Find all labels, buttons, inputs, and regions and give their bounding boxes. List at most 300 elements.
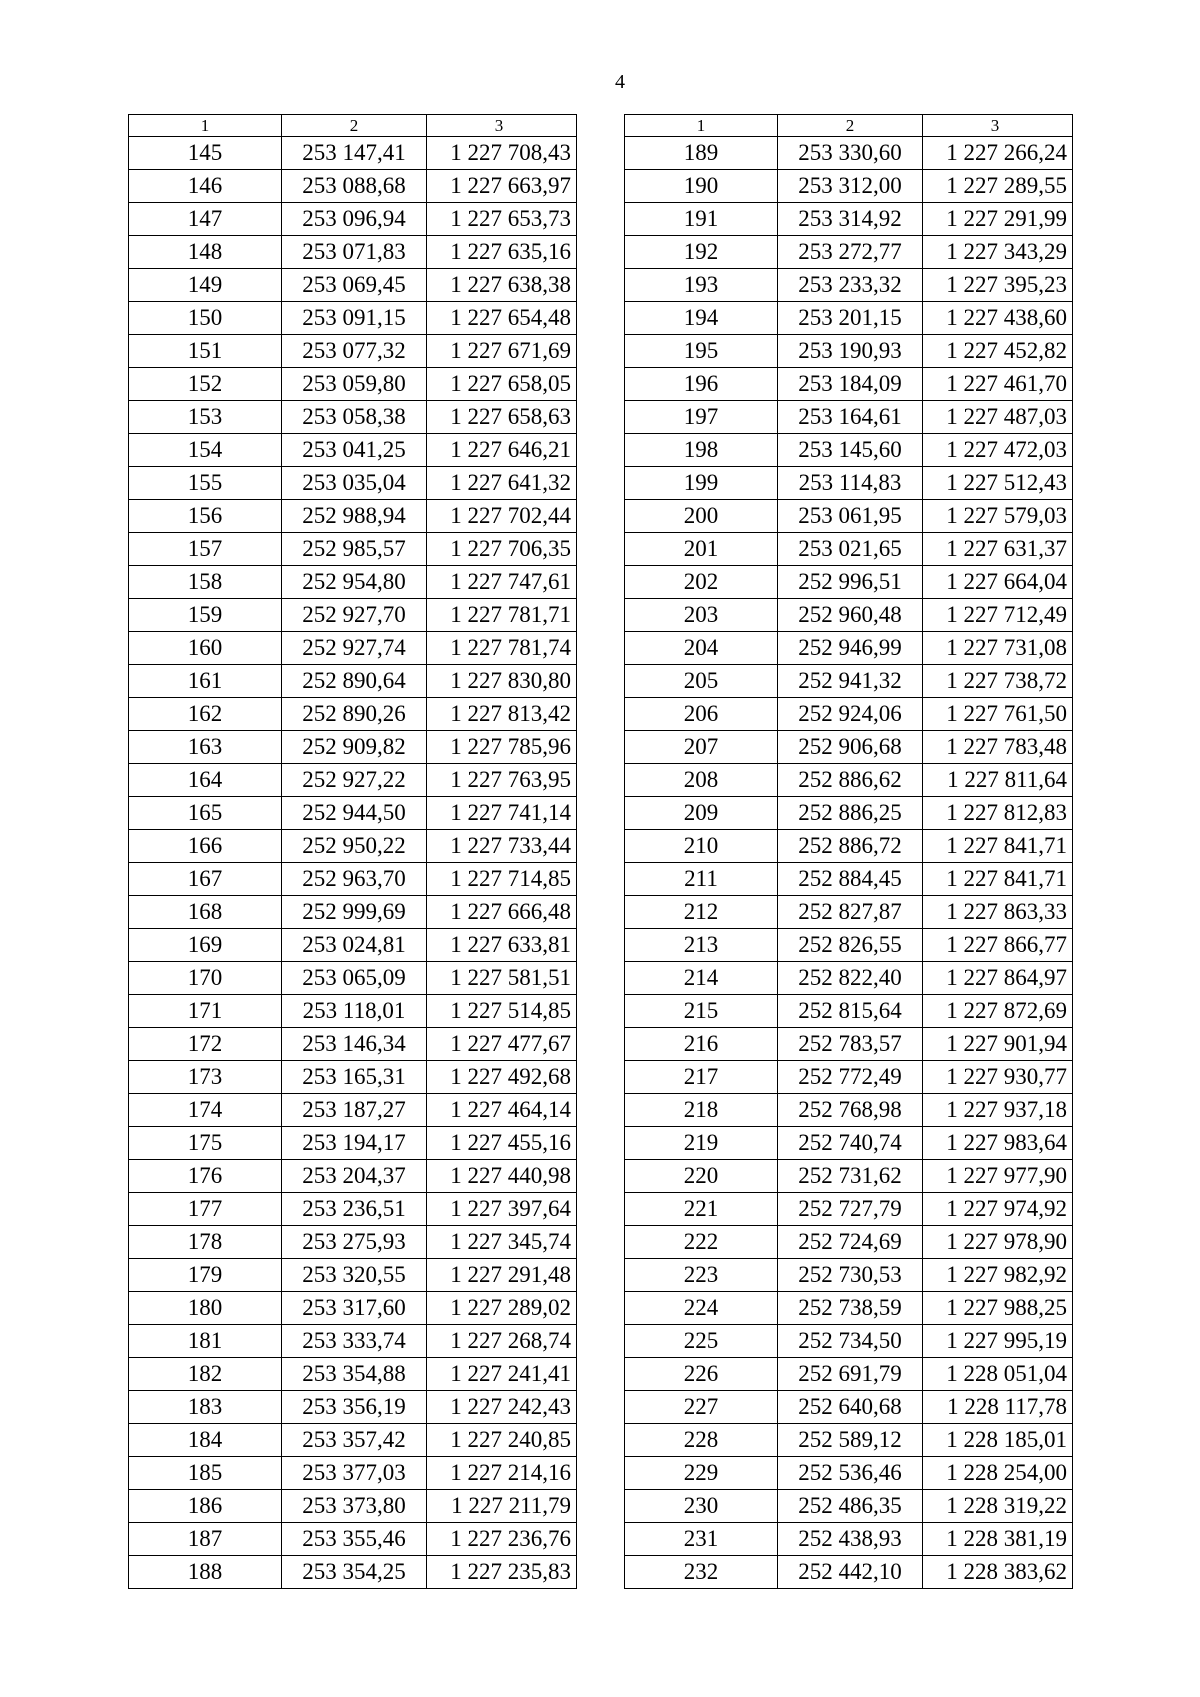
table-row [129,467,577,500]
y-coordinate-cell: 1 227 214,16 [427,1457,577,1490]
point-number-cell: 202 [625,566,778,599]
y-coordinate-cell: 1 227 395,23 [923,269,1073,302]
x-coordinate-cell: 253 065,09 [282,962,427,995]
x-coordinate-cell: 252 734,50 [778,1325,923,1358]
point-number-cell: 167 [129,863,282,896]
y-coordinate-cell: 1 227 663,97 [427,170,577,203]
y-coordinate-cell: 1 227 812,83 [923,797,1073,830]
y-coordinate-cell: 1 227 487,03 [923,401,1073,434]
y-coordinate-cell: 1 227 635,16 [427,236,577,269]
y-coordinate-cell: 1 227 708,43 [427,137,577,170]
table-row [129,302,577,335]
y-coordinate-cell: 1 227 641,32 [427,467,577,500]
table-row [129,1490,577,1523]
table-row [625,467,1073,500]
table-row [625,830,1073,863]
table-row [129,731,577,764]
y-coordinate-cell: 1 227 452,82 [923,335,1073,368]
table-row [625,1226,1073,1259]
y-coordinate-cell: 1 227 242,43 [427,1391,577,1424]
x-coordinate-cell: 252 927,74 [282,632,427,665]
table-row [129,566,577,599]
point-number-cell: 221 [625,1193,778,1226]
y-coordinate-cell: 1 227 988,25 [923,1292,1073,1325]
y-coordinate-cell: 1 227 706,35 [427,533,577,566]
table-row [129,1292,577,1325]
table-row [625,500,1073,533]
y-coordinate-cell: 1 227 633,81 [427,929,577,962]
x-coordinate-cell: 252 740,74 [778,1127,923,1160]
x-coordinate-cell: 252 941,32 [778,665,923,698]
y-coordinate-cell: 1 227 289,02 [427,1292,577,1325]
x-coordinate-cell: 253 147,41 [282,137,427,170]
y-coordinate-cell: 1 227 581,51 [427,962,577,995]
x-coordinate-cell: 252 589,12 [778,1424,923,1457]
point-number-cell: 174 [129,1094,282,1127]
x-coordinate-cell: 253 317,60 [282,1292,427,1325]
point-number-cell: 145 [129,137,282,170]
point-number-cell: 185 [129,1457,282,1490]
table-row [129,632,577,665]
table-row [129,797,577,830]
point-number-cell: 203 [625,599,778,632]
y-coordinate-cell: 1 227 714,85 [427,863,577,896]
y-coordinate-cell: 1 227 738,72 [923,665,1073,698]
table-row [129,830,577,863]
table-row [625,170,1073,203]
table-row [625,533,1073,566]
x-coordinate-cell: 252 826,55 [778,929,923,962]
x-coordinate-cell: 252 486,35 [778,1490,923,1523]
point-number-cell: 154 [129,434,282,467]
y-coordinate-cell: 1 227 653,73 [427,203,577,236]
point-number-cell: 168 [129,896,282,929]
table-row [625,731,1073,764]
x-coordinate-cell: 253 058,38 [282,401,427,434]
x-coordinate-cell: 252 536,46 [778,1457,923,1490]
y-coordinate-cell: 1 228 185,01 [923,1424,1073,1457]
point-number-cell: 182 [129,1358,282,1391]
y-coordinate-cell: 1 227 477,67 [427,1028,577,1061]
x-coordinate-cell: 253 314,92 [778,203,923,236]
point-number-cell: 176 [129,1160,282,1193]
y-coordinate-cell: 1 227 702,44 [427,500,577,533]
x-coordinate-cell: 253 096,94 [282,203,427,236]
x-coordinate-cell: 252 724,69 [778,1226,923,1259]
table-row [129,929,577,962]
coordinates-table-right-body [625,115,1073,1589]
point-number-cell: 155 [129,467,282,500]
x-coordinate-cell: 253 165,31 [282,1061,427,1094]
y-coordinate-cell: 1 228 383,62 [923,1556,1073,1589]
table-row [129,962,577,995]
point-number-cell: 194 [625,302,778,335]
point-number-cell: 156 [129,500,282,533]
table-row [129,1193,577,1226]
y-coordinate-cell: 1 227 731,08 [923,632,1073,665]
point-number-cell: 205 [625,665,778,698]
x-coordinate-cell: 253 091,15 [282,302,427,335]
point-number-cell: 204 [625,632,778,665]
x-coordinate-cell: 252 890,26 [282,698,427,731]
table-row [129,170,577,203]
table-row [129,1457,577,1490]
table-row [129,698,577,731]
table-row [625,1424,1073,1457]
x-coordinate-cell: 252 954,80 [282,566,427,599]
table-row [625,566,1073,599]
column-header-point: 1 [625,115,778,137]
x-coordinate-cell: 252 772,49 [778,1061,923,1094]
x-coordinate-cell: 252 884,45 [778,863,923,896]
y-coordinate-cell: 1 227 763,95 [427,764,577,797]
x-coordinate-cell: 252 886,62 [778,764,923,797]
table-row [129,1523,577,1556]
table-row [625,1259,1073,1292]
point-number-cell: 149 [129,269,282,302]
table-row [625,929,1073,962]
point-number-cell: 231 [625,1523,778,1556]
x-coordinate-cell: 253 190,93 [778,335,923,368]
x-coordinate-cell: 253 187,27 [282,1094,427,1127]
x-coordinate-cell: 252 438,93 [778,1523,923,1556]
table-row [625,1028,1073,1061]
point-number-cell: 172 [129,1028,282,1061]
table-row [625,665,1073,698]
table-row [129,1160,577,1193]
y-coordinate-cell: 1 227 785,96 [427,731,577,764]
x-coordinate-cell: 253 201,15 [778,302,923,335]
point-number-cell: 195 [625,335,778,368]
y-coordinate-cell: 1 227 995,19 [923,1325,1073,1358]
table-row [625,1292,1073,1325]
x-coordinate-cell: 253 114,83 [778,467,923,500]
table-row [129,401,577,434]
point-number-cell: 190 [625,170,778,203]
y-coordinate-cell: 1 227 658,63 [427,401,577,434]
x-coordinate-cell: 253 312,00 [778,170,923,203]
table-row [625,1160,1073,1193]
x-coordinate-cell: 253 145,60 [778,434,923,467]
x-coordinate-cell: 252 960,48 [778,599,923,632]
y-coordinate-cell: 1 227 937,18 [923,1094,1073,1127]
point-number-cell: 171 [129,995,282,1028]
point-number-cell: 217 [625,1061,778,1094]
y-coordinate-cell: 1 227 733,44 [427,830,577,863]
table-header-row [129,115,577,137]
table-row [625,1556,1073,1589]
y-coordinate-cell: 1 227 983,64 [923,1127,1073,1160]
y-coordinate-cell: 1 227 666,48 [427,896,577,929]
table-row [129,1061,577,1094]
point-number-cell: 232 [625,1556,778,1589]
y-coordinate-cell: 1 227 343,29 [923,236,1073,269]
point-number-cell: 166 [129,830,282,863]
x-coordinate-cell: 252 946,99 [778,632,923,665]
y-coordinate-cell: 1 227 631,37 [923,533,1073,566]
table-row [625,1127,1073,1160]
y-coordinate-cell: 1 227 461,70 [923,368,1073,401]
point-number-cell: 214 [625,962,778,995]
coordinates-table-right [624,114,1073,1589]
x-coordinate-cell: 252 963,70 [282,863,427,896]
point-number-cell: 220 [625,1160,778,1193]
table-row [625,698,1073,731]
x-coordinate-cell: 253 354,88 [282,1358,427,1391]
column-header-y: 3 [923,115,1073,137]
y-coordinate-cell: 1 228 319,22 [923,1490,1073,1523]
x-coordinate-cell: 253 184,09 [778,368,923,401]
point-number-cell: 199 [625,467,778,500]
point-number-cell: 188 [129,1556,282,1589]
table-row [625,137,1073,170]
table-row [129,863,577,896]
x-coordinate-cell: 253 320,55 [282,1259,427,1292]
coordinates-table-left-body [129,115,577,1589]
x-coordinate-cell: 253 272,77 [778,236,923,269]
table-row [129,1226,577,1259]
x-coordinate-cell: 252 886,72 [778,830,923,863]
column-header-x: 2 [778,115,923,137]
table-row [625,1490,1073,1523]
y-coordinate-cell: 1 227 901,94 [923,1028,1073,1061]
y-coordinate-cell: 1 227 397,64 [427,1193,577,1226]
point-number-cell: 206 [625,698,778,731]
point-number-cell: 213 [625,929,778,962]
x-coordinate-cell: 253 164,61 [778,401,923,434]
table-row [129,236,577,269]
coordinates-table-left [128,114,577,1589]
y-coordinate-cell: 1 227 291,99 [923,203,1073,236]
x-coordinate-cell: 252 999,69 [282,896,427,929]
x-coordinate-cell: 253 077,32 [282,335,427,368]
y-coordinate-cell: 1 227 236,76 [427,1523,577,1556]
y-coordinate-cell: 1 227 211,79 [427,1490,577,1523]
y-coordinate-cell: 1 227 638,38 [427,269,577,302]
table-row [625,1457,1073,1490]
point-number-cell: 147 [129,203,282,236]
point-number-cell: 151 [129,335,282,368]
x-coordinate-cell: 253 233,32 [778,269,923,302]
x-coordinate-cell: 253 146,34 [282,1028,427,1061]
y-coordinate-cell: 1 228 254,00 [923,1457,1073,1490]
table-row [625,368,1073,401]
point-number-cell: 161 [129,665,282,698]
point-number-cell: 162 [129,698,282,731]
table-row [625,1094,1073,1127]
x-coordinate-cell: 252 909,82 [282,731,427,764]
x-coordinate-cell: 253 118,01 [282,995,427,1028]
point-number-cell: 212 [625,896,778,929]
point-number-cell: 180 [129,1292,282,1325]
y-coordinate-cell: 1 228 381,19 [923,1523,1073,1556]
point-number-cell: 228 [625,1424,778,1457]
x-coordinate-cell: 253 194,17 [282,1127,427,1160]
y-coordinate-cell: 1 227 747,61 [427,566,577,599]
y-coordinate-cell: 1 227 514,85 [427,995,577,1028]
x-coordinate-cell: 253 061,95 [778,500,923,533]
table-row [625,1193,1073,1226]
point-number-cell: 191 [625,203,778,236]
column-header-y: 3 [427,115,577,137]
y-coordinate-cell: 1 227 268,74 [427,1325,577,1358]
x-coordinate-cell: 253 357,42 [282,1424,427,1457]
y-coordinate-cell: 1 227 291,48 [427,1259,577,1292]
point-number-cell: 201 [625,533,778,566]
point-number-cell: 153 [129,401,282,434]
table-row [129,1028,577,1061]
point-number-cell: 152 [129,368,282,401]
point-number-cell: 216 [625,1028,778,1061]
point-number-cell: 146 [129,170,282,203]
x-coordinate-cell: 252 768,98 [778,1094,923,1127]
x-coordinate-cell: 252 738,59 [778,1292,923,1325]
table-row [129,995,577,1028]
x-coordinate-cell: 252 985,57 [282,533,427,566]
x-coordinate-cell: 253 204,37 [282,1160,427,1193]
x-coordinate-cell: 252 640,68 [778,1391,923,1424]
x-coordinate-cell: 253 333,74 [282,1325,427,1358]
point-number-cell: 223 [625,1259,778,1292]
x-coordinate-cell: 252 950,22 [282,830,427,863]
point-number-cell: 159 [129,599,282,632]
x-coordinate-cell: 252 988,94 [282,500,427,533]
point-number-cell: 158 [129,566,282,599]
table-row [625,863,1073,896]
x-coordinate-cell: 253 024,81 [282,929,427,962]
y-coordinate-cell: 1 227 492,68 [427,1061,577,1094]
x-coordinate-cell: 253 377,03 [282,1457,427,1490]
table-row [129,764,577,797]
y-coordinate-cell: 1 227 240,85 [427,1424,577,1457]
y-coordinate-cell: 1 227 455,16 [427,1127,577,1160]
table-row [625,896,1073,929]
y-coordinate-cell: 1 227 982,92 [923,1259,1073,1292]
table-row [625,1523,1073,1556]
point-number-cell: 197 [625,401,778,434]
table-row [625,599,1073,632]
point-number-cell: 198 [625,434,778,467]
table-row [129,137,577,170]
table-row [129,368,577,401]
point-number-cell: 183 [129,1391,282,1424]
table-row [625,1391,1073,1424]
x-coordinate-cell: 253 236,51 [282,1193,427,1226]
x-coordinate-cell: 253 021,65 [778,533,923,566]
x-coordinate-cell: 253 041,25 [282,434,427,467]
table-row [625,302,1073,335]
x-coordinate-cell: 253 373,80 [282,1490,427,1523]
x-coordinate-cell: 252 815,64 [778,995,923,1028]
y-coordinate-cell: 1 227 841,71 [923,863,1073,896]
table-row [129,599,577,632]
x-coordinate-cell: 252 691,79 [778,1358,923,1391]
y-coordinate-cell: 1 227 978,90 [923,1226,1073,1259]
y-coordinate-cell: 1 227 464,14 [427,1094,577,1127]
point-number-cell: 200 [625,500,778,533]
y-coordinate-cell: 1 227 654,48 [427,302,577,335]
x-coordinate-cell: 253 356,19 [282,1391,427,1424]
table-row [625,764,1073,797]
y-coordinate-cell: 1 227 235,83 [427,1556,577,1589]
table-row [129,1094,577,1127]
table-row [625,1358,1073,1391]
point-number-cell: 211 [625,863,778,896]
y-coordinate-cell: 1 227 872,69 [923,995,1073,1028]
table-row [129,1556,577,1589]
x-coordinate-cell: 252 906,68 [778,731,923,764]
point-number-cell: 164 [129,764,282,797]
x-coordinate-cell: 252 944,50 [282,797,427,830]
y-coordinate-cell: 1 227 830,80 [427,665,577,698]
y-coordinate-cell: 1 227 512,43 [923,467,1073,500]
x-coordinate-cell: 253 069,45 [282,269,427,302]
point-number-cell: 222 [625,1226,778,1259]
point-number-cell: 192 [625,236,778,269]
x-coordinate-cell: 252 890,64 [282,665,427,698]
point-number-cell: 210 [625,830,778,863]
y-coordinate-cell: 1 227 813,42 [427,698,577,731]
x-coordinate-cell: 253 275,93 [282,1226,427,1259]
table-row [129,1424,577,1457]
point-number-cell: 227 [625,1391,778,1424]
point-number-cell: 225 [625,1325,778,1358]
table-row [625,1061,1073,1094]
point-number-cell: 187 [129,1523,282,1556]
point-number-cell: 160 [129,632,282,665]
point-number-cell: 186 [129,1490,282,1523]
y-coordinate-cell: 1 227 579,03 [923,500,1073,533]
table-row [625,995,1073,1028]
point-number-cell: 230 [625,1490,778,1523]
table-row [625,1325,1073,1358]
point-number-cell: 207 [625,731,778,764]
x-coordinate-cell: 252 927,70 [282,599,427,632]
x-coordinate-cell: 252 730,53 [778,1259,923,1292]
x-coordinate-cell: 252 886,25 [778,797,923,830]
point-number-cell: 224 [625,1292,778,1325]
point-number-cell: 181 [129,1325,282,1358]
y-coordinate-cell: 1 227 781,74 [427,632,577,665]
y-coordinate-cell: 1 227 761,50 [923,698,1073,731]
point-number-cell: 218 [625,1094,778,1127]
table-row [129,500,577,533]
x-coordinate-cell: 252 442,10 [778,1556,923,1589]
y-coordinate-cell: 1 227 241,41 [427,1358,577,1391]
x-coordinate-cell: 252 924,06 [778,698,923,731]
y-coordinate-cell: 1 227 671,69 [427,335,577,368]
point-number-cell: 196 [625,368,778,401]
x-coordinate-cell: 253 035,04 [282,467,427,500]
y-coordinate-cell: 1 227 864,97 [923,962,1073,995]
point-number-cell: 179 [129,1259,282,1292]
table-row [625,797,1073,830]
page-number: 4 [615,71,625,93]
table-row [625,236,1073,269]
x-coordinate-cell: 253 330,60 [778,137,923,170]
point-number-cell: 165 [129,797,282,830]
point-number-cell: 173 [129,1061,282,1094]
table-row [129,896,577,929]
point-number-cell: 169 [129,929,282,962]
point-number-cell: 184 [129,1424,282,1457]
y-coordinate-cell: 1 227 658,05 [427,368,577,401]
table-row [625,632,1073,665]
point-number-cell: 215 [625,995,778,1028]
y-coordinate-cell: 1 227 783,48 [923,731,1073,764]
point-number-cell: 177 [129,1193,282,1226]
table-row [129,665,577,698]
